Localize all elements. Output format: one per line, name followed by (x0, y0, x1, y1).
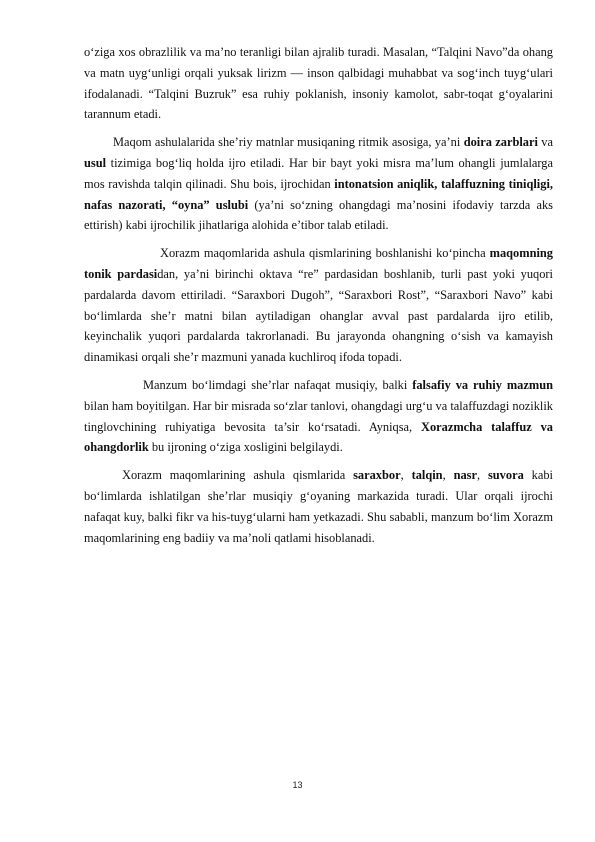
text-run: tizimiga bog‘liq holda ijro etiladi. Har bir bayt yoki misra ma’lum ohangli jumlalarga mos ravishda talqin qilinadi. Shu bois, ijrochidan (84, 155, 553, 191)
text-run: va (537, 135, 553, 150)
document-page (84, 42, 553, 555)
text-run: o‘ziga xos obrazlilik va ma’no teranligi bilan ajralib turadi. Masalan, “Talqini Navo”da ohang va matn uyg‘unligi orqali yuksak lirizm — inson qalbidagi muhabbat va sog‘inch tuyg‘ulari ifodalanadi. “Talqini Buzruk” esa ruhiy poklanish, insoniy kamolot, sabr-toqat g‘oyalarini tarannum etadi. (84, 45, 553, 122)
text-run: kabi bo‘limlarda ishlatilgan she’rlar musiqiy g‘oyaning markazida turadi. Ular orqali ijrochi nafaqat kuy, balki fikr va his-tuyg‘ularni ham yetkazadi. Shu sababli, manzum bo‘lim Xorazm maqomlarining eng badiiy va ma’noli qatlami hisoblanadi. (84, 468, 553, 545)
paragraph-2 (84, 132, 553, 236)
text-run: Xorazm maqomlarining ashula qismlarida (122, 468, 354, 483)
text-run: , (400, 468, 412, 483)
bold-term: intonatsion aniqlik, talaffuzning tiniqligi, nafas nazorati, “oyna” uslubi (84, 176, 553, 212)
text-run: Maqom ashulalarida she’riy matnlar musiqaning ritmik asosiga, ya’ni (113, 135, 464, 150)
paragraph-3 (84, 243, 553, 368)
bold-term: talqin (411, 468, 443, 483)
bold-term: Xorazmcha talaffuz va ohangdorlik (84, 419, 553, 455)
text-run: bilan ham boyitilgan. Har bir misrada so‘zlar tanlovi, ohangdagi urg‘u va talaffuzdagi noziklik tinglovchining ruhiyatiga bevosita ta’sir ko‘rsatadi. Ayniqsa, (84, 398, 553, 434)
bold-term: suvora (487, 468, 524, 483)
text-run: Manzum bo‘limdagi she’rlar nafaqat musiqiy, balki (143, 377, 413, 392)
text-run: , (476, 468, 488, 483)
paragraph-1 (84, 42, 553, 125)
bold-term: doira zarblari (463, 135, 538, 150)
text-run: Xorazm maqomlarida ashula qismlarining boshlanishi ko‘pincha (160, 246, 490, 261)
page-number: 13 (292, 780, 303, 790)
bold-term: maqomning tonik pardasi (84, 246, 553, 281)
bold-term: usul (84, 155, 107, 170)
bold-term: falsafiy va ruhiy mazmun (412, 377, 553, 392)
bold-term: nasr (453, 468, 477, 483)
text-run: dan, ya’ni birinchi oktava “re” pardasidan boshlanib, turli past yoki yuqori pardalarda davom ettiriladi. “Saraxbori Dugoh”, “Saraxbori Rost”, “Saraxbori Navo” kabi bo‘limlarda she’r matni bilan aytiladigan ohanglar avval past pardalarda ijro etilib, keyinchalik yuqori pardalarda takrorlanadi. Bu jarayonda ohangning o‘sish va kamayish dinamikasi orqali she’r mazmuni yanada kuchliroq ifoda topadi. (84, 266, 553, 365)
text-run: , (442, 468, 454, 483)
bold-term: saraxbor (353, 468, 401, 483)
paragraph-4 (84, 375, 553, 458)
paragraph-5 (84, 465, 553, 548)
text-run: (ya’ni so‘zning ohangdagi ma’nosini ifodaviy tarzda aks ettirish) kabi ijrochilik jihatlariga alohida e’tibor talab etiladi. (84, 197, 553, 233)
text-run: bu ijroning o‘ziga xosligini belgilaydi. (148, 440, 343, 455)
